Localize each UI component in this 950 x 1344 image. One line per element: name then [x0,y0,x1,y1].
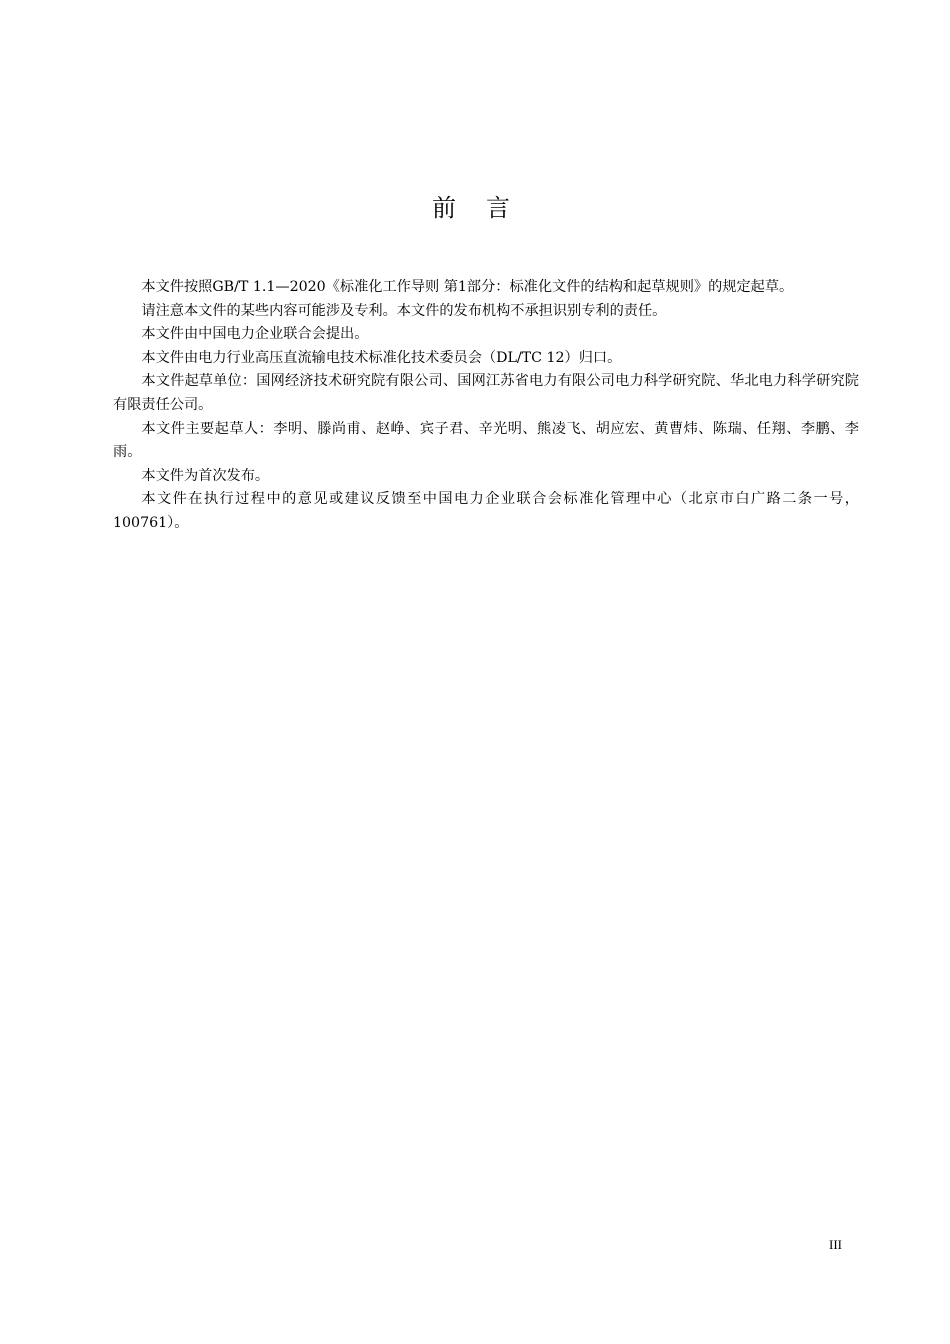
paragraph-committee: 本文件由电力行业高压直流输电技术标准化技术委员会（DL/TC 12）归口。 [141,349,622,366]
paragraph-drafting-units: 本文件起草单位：国网经济技术研究院有限公司、国网江苏省电力有限公司电力科学研究院、华北电力科学研究院有限责任公司。 [113,373,859,413]
paragraph-proposer: 本文件由中国电力企业联合会提出。 [141,326,369,343]
page-number: III [829,1237,842,1252]
page-title: 前言 [432,194,540,222]
paragraph-drafting-rules: 本文件按照GB/T 1.1—2020《标准化工作导则 第1部分：标准化文件的结构和起草规则》的规定起草。 [141,279,794,295]
paragraph-feedback: 本文件在执行过程中的意见或建议反馈至中国电力企业联合会标准化管理中心（北京市白广路二条一号，100761）。 [113,491,859,531]
foreword-body [113,276,859,536]
paragraph-drafters: 本文件主要起草人：李明、滕尚甫、赵峥、宾子君、辛光明、熊凌飞、胡应宏、黄曹炜、陈瑞、任翔、李鹏、李雨。 [113,420,859,461]
paragraph-patent-notice: 请注意本文件的某些内容可能涉及专利。本文件的发布机构不承担识别专利的责任。 [141,302,667,319]
paragraph-first-release: 本文件为首次发布。 [141,467,270,484]
